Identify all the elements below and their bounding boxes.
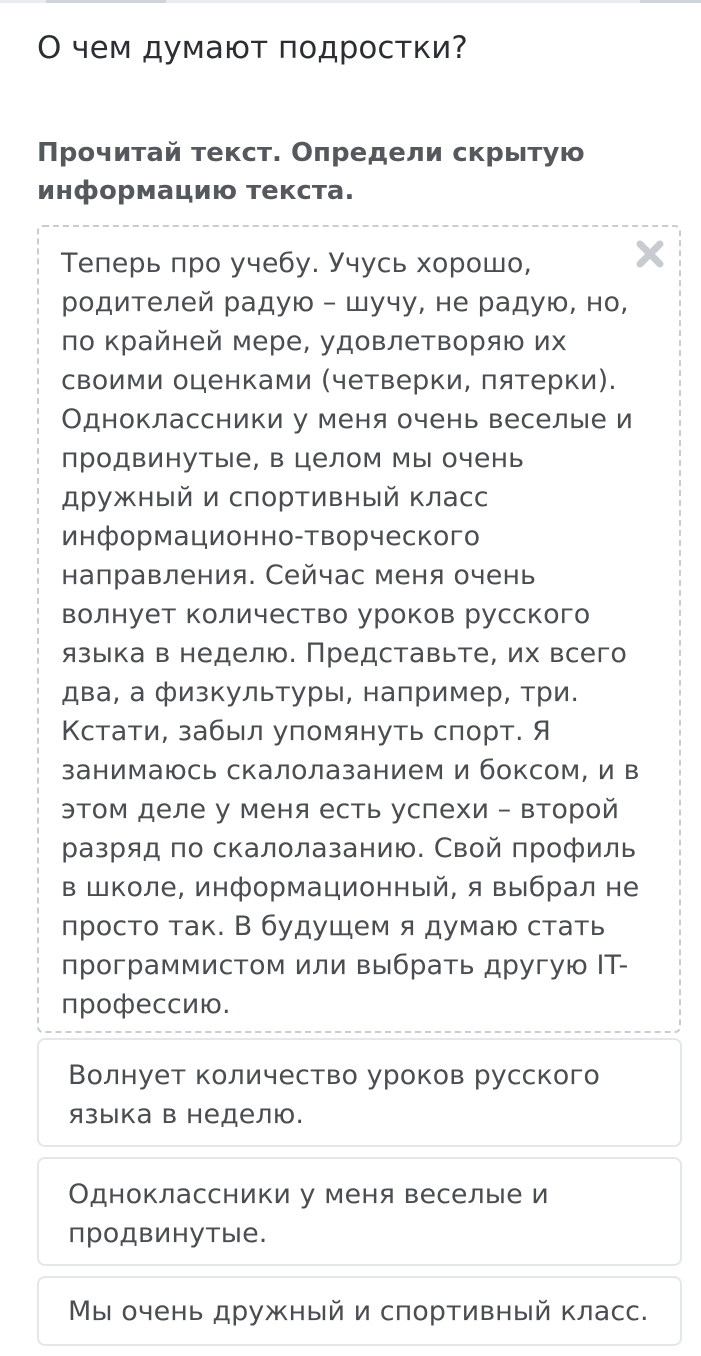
top-tab-indicator-left — [46, 0, 166, 3]
passage-line: в школе, информационный, я выбрал не — [61, 872, 640, 903]
passage-line: разряд по скалолазанию. Свой профиль — [61, 833, 637, 864]
passage-line: продвинутые, в целом мы очень — [61, 443, 525, 474]
passage-line: по крайней мере, удовлетворяю их — [61, 326, 567, 357]
passage-line: этом деле у меня есть успехи – второй — [61, 794, 620, 825]
passage-line: занимаюсь скалолазанием и боксом, и в — [61, 755, 640, 786]
passage-line: Теперь про учебу. Учусь хорошо, — [61, 248, 532, 279]
passage-line: просто так. В будущем я думаю стать — [61, 911, 606, 942]
instruction-line: Прочитай текст. Определи скрытую — [37, 138, 585, 168]
reading-text-card — [37, 225, 681, 1033]
passage-line: родителей радую – шучу, не радую, но, — [61, 287, 629, 318]
answer-option-3[interactable] — [37, 1276, 682, 1346]
passage-line: направления. Сейчас меня очень — [61, 560, 536, 591]
answer-option-text — [68, 1292, 648, 1331]
answer-option-2[interactable] — [37, 1157, 682, 1266]
passage-line: профессию. — [61, 989, 231, 1020]
answer-option-1[interactable] — [37, 1038, 682, 1147]
answer-option-text — [68, 1175, 648, 1253]
passage-line: своими оценками (четверки, пятерки). — [61, 365, 617, 396]
top-tab-indicator-right — [640, 0, 701, 3]
passage-line: два, а физкультуры, например, три. — [61, 677, 580, 708]
option-line: продвинутые. — [68, 1218, 268, 1249]
option-line: Волнует количество уроков русского — [68, 1060, 600, 1091]
option-line: Одноклассники у меня веселые и — [68, 1179, 549, 1210]
passage-line: дружный и спортивный класс — [61, 482, 489, 513]
passage-line: волнует количество уроков русского — [61, 599, 591, 630]
task-instruction — [37, 134, 657, 210]
passage-line: языка в неделю. Представьте, их всего — [61, 638, 627, 669]
passage-line: программистом или выбрать другую IT- — [61, 950, 629, 981]
option-line: Мы очень дружный и спортивный класс. — [68, 1296, 649, 1327]
passage-line: Кстати, забыл упомянуть спорт. Я — [61, 716, 551, 747]
page-title: О чем думают подростки? — [37, 30, 468, 66]
instruction-line: информацию текста. — [37, 176, 355, 206]
reading-passage — [61, 244, 661, 1024]
passage-line: информационно-творческого — [61, 521, 481, 552]
option-line: языка в неделю. — [68, 1099, 304, 1130]
passage-line: Одноклассники у меня очень веселые и — [61, 404, 634, 435]
answer-option-text — [68, 1056, 648, 1134]
